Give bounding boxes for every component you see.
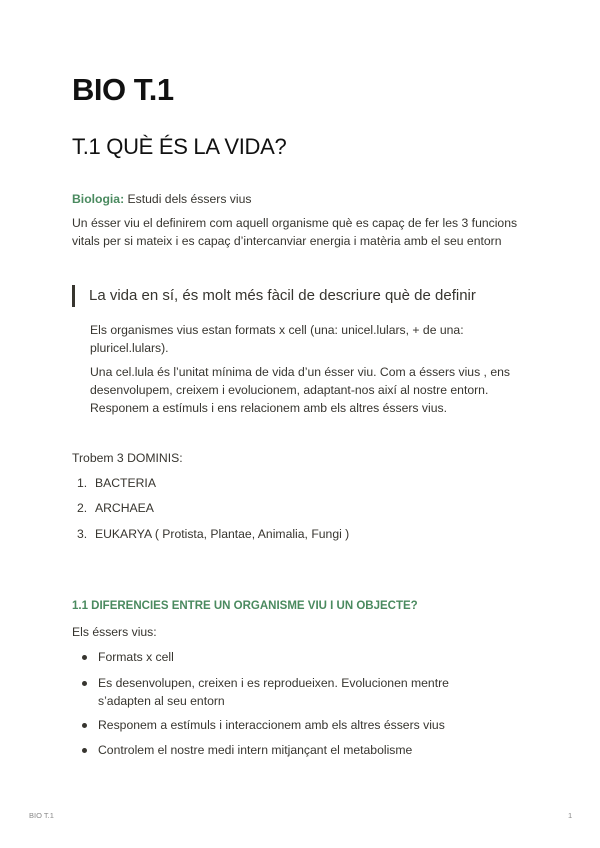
essers-intro: Els éssers vius: <box>72 625 157 639</box>
cellula-paragraph: Una cel.lula és l’unitat mínima de vida d’un ésser viu. Com a éssers vius , ens desenvolupem, creixem i evolucionem, adaptant-nos així al nostre entorn. Responem a estímuls i ens relacionem amb els altres éssers vius. <box>90 365 510 415</box>
biologia-definition <box>72 190 252 208</box>
bullet-icon <box>82 655 87 660</box>
bullet-text: Responem a estímuls i interaccionem amb els altres éssers vius <box>98 718 445 732</box>
bullet-text: Formats x cell <box>98 650 174 664</box>
domini-label: ARCHAEA <box>95 501 154 515</box>
footer-title: BIO T.1 <box>29 811 54 820</box>
bullet-text: Es desenvolupen, creixen i es reprodueixen. Evolucionen mentre s’adapten al seu entorn <box>98 676 449 708</box>
bullet-text: Controlem el nostre medi intern mitjançant el metabolisme <box>98 743 413 757</box>
list-item <box>77 525 349 543</box>
list-number: 1. <box>77 476 88 490</box>
quote-block: La vida en sí, és molt més fàcil de descriure què de definir <box>72 285 476 307</box>
bullet-icon <box>82 681 87 686</box>
list-item <box>98 648 498 666</box>
bullet-icon <box>82 748 87 753</box>
dominis-intro: Trobem 3 DOMINIS: <box>72 451 183 465</box>
list-number: 2. <box>77 501 88 515</box>
biologia-label: Biologia: <box>72 192 125 206</box>
footer-page-number: 1 <box>568 811 573 820</box>
ser-viu-paragraph: Un ésser viu el definirem com aquell organisme què es capaç de fer les 3 funcions vitals per si mateix i es capaç d’intercanviar energia i matèria amb el seu entorn <box>72 216 518 248</box>
list-item <box>77 474 156 492</box>
subsection-heading: 1.1 DIFERENCIES ENTRE UN ORGANISME VIU I UN OBJECTE? <box>72 600 418 612</box>
list-item <box>98 674 498 710</box>
section-heading: T.1 QUÈ ÉS LA VIDA? <box>72 134 287 159</box>
list-number: 3. <box>77 527 88 541</box>
biologia-text: Estudi dels éssers vius <box>124 192 252 206</box>
list-item <box>98 716 498 734</box>
domini-label: BACTERIA <box>95 476 156 490</box>
bullet-icon <box>82 723 87 728</box>
domini-label: EUKARYA ( Protista, Plantae, Animalia, Fungi ) <box>95 527 350 541</box>
organismes-paragraph: Els organismes vius estan formats x cell (una: unicel.lulars, + de una: pluricel.lulars). <box>90 323 464 355</box>
list-item <box>98 741 498 759</box>
list-item <box>77 499 154 517</box>
page-title: BIO T.1 <box>72 72 174 107</box>
